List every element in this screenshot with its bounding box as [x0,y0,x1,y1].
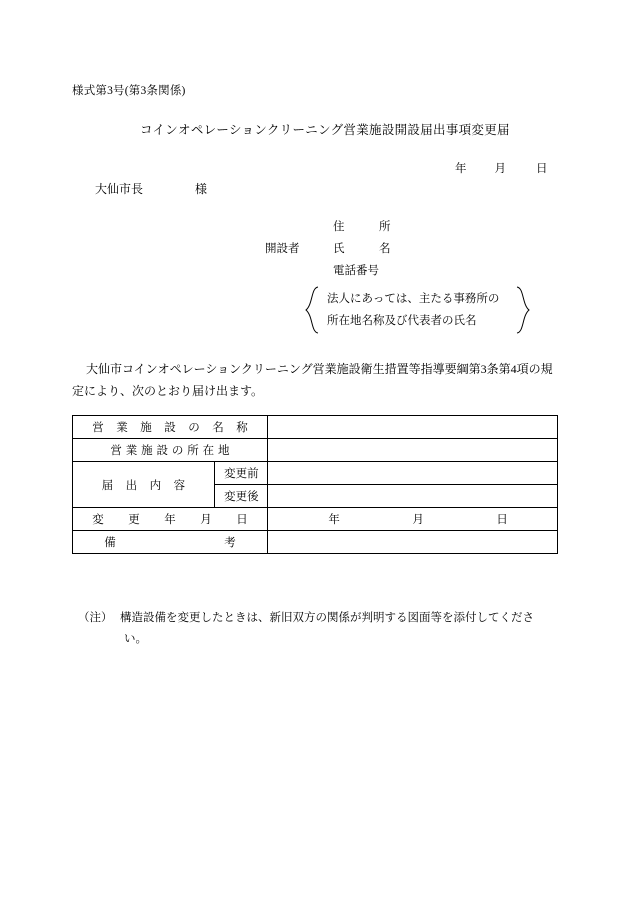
corporate-note-line1: 法人にあっては、主たる事務所の [327,293,500,305]
corporate-note-text [327,288,499,332]
table-row [73,531,558,554]
applicant-row [265,216,463,238]
change-date-fields [268,511,557,527]
facility-name-value[interactable] [268,416,558,439]
facility-address-value[interactable] [268,439,558,462]
table-row [73,416,558,439]
applicant-row [265,260,463,282]
facility-name-label: 営 業 施 設 の 名 称 [73,416,268,439]
corporate-note-box [305,286,530,334]
brace-left-icon [305,286,319,334]
change-date-label: 変 更 年 月 日 [73,508,268,531]
after-change-value[interactable] [268,485,558,508]
table-row [73,508,558,531]
table-row [73,462,558,485]
change-date-month: 月 [412,514,424,526]
date-year-label: 年 [455,163,467,175]
applicant-block [265,216,463,282]
facility-address-label: 営 業 施 設 の 所 在 地 [73,439,268,462]
remarks-label: 備 考 [73,531,268,554]
notification-content-label: 届 出 内 容 [73,462,215,508]
applicant-address-label: 住 所 [333,221,391,233]
after-change-label: 変更後 [215,485,268,508]
brace-right-icon [516,286,530,334]
document-title: コインオペレーションクリーニング営業施設開設届出事項変更届 [140,123,510,137]
remarks-value[interactable] [268,531,558,554]
date-day-label: 日 [536,163,548,175]
footnote-line1: 構造設備を変更したときは、新旧双方の関係が判明する図面等を添付してくださ [120,612,534,624]
change-date-day: 日 [496,514,508,526]
form-table [72,415,558,554]
before-change-value[interactable] [268,462,558,485]
applicant-phone-label: 電話番号 [333,265,379,277]
addressee [95,180,207,197]
before-change-label: 変更前 [215,462,268,485]
footnote-label: （注） [78,612,113,624]
addressee-honorific: 様 [195,182,208,196]
change-date-value[interactable] [268,508,558,531]
body-paragraph: 大仙市コインオペレーションクリーニング営業施設衛生措置等指導要綱第3条第4項の規定により、次のとおり届け出ます。 [72,362,553,398]
footnote-line2: い。 [124,633,147,645]
form-number: 様式第3号(第3条関係) [72,85,186,97]
applicant-row [265,238,463,260]
applicant-name-label: 氏 名 [333,243,391,255]
corporate-note-line2: 所在地名称及び代表者の氏名 [327,315,477,327]
applicant-heading: 開設者 [265,243,300,255]
date-line [455,160,575,176]
addressee-name: 大仙市長 [95,182,144,196]
date-month-label: 月 [494,163,506,175]
change-date-year: 年 [328,514,340,526]
table-row [73,439,558,462]
footnote [72,608,572,650]
